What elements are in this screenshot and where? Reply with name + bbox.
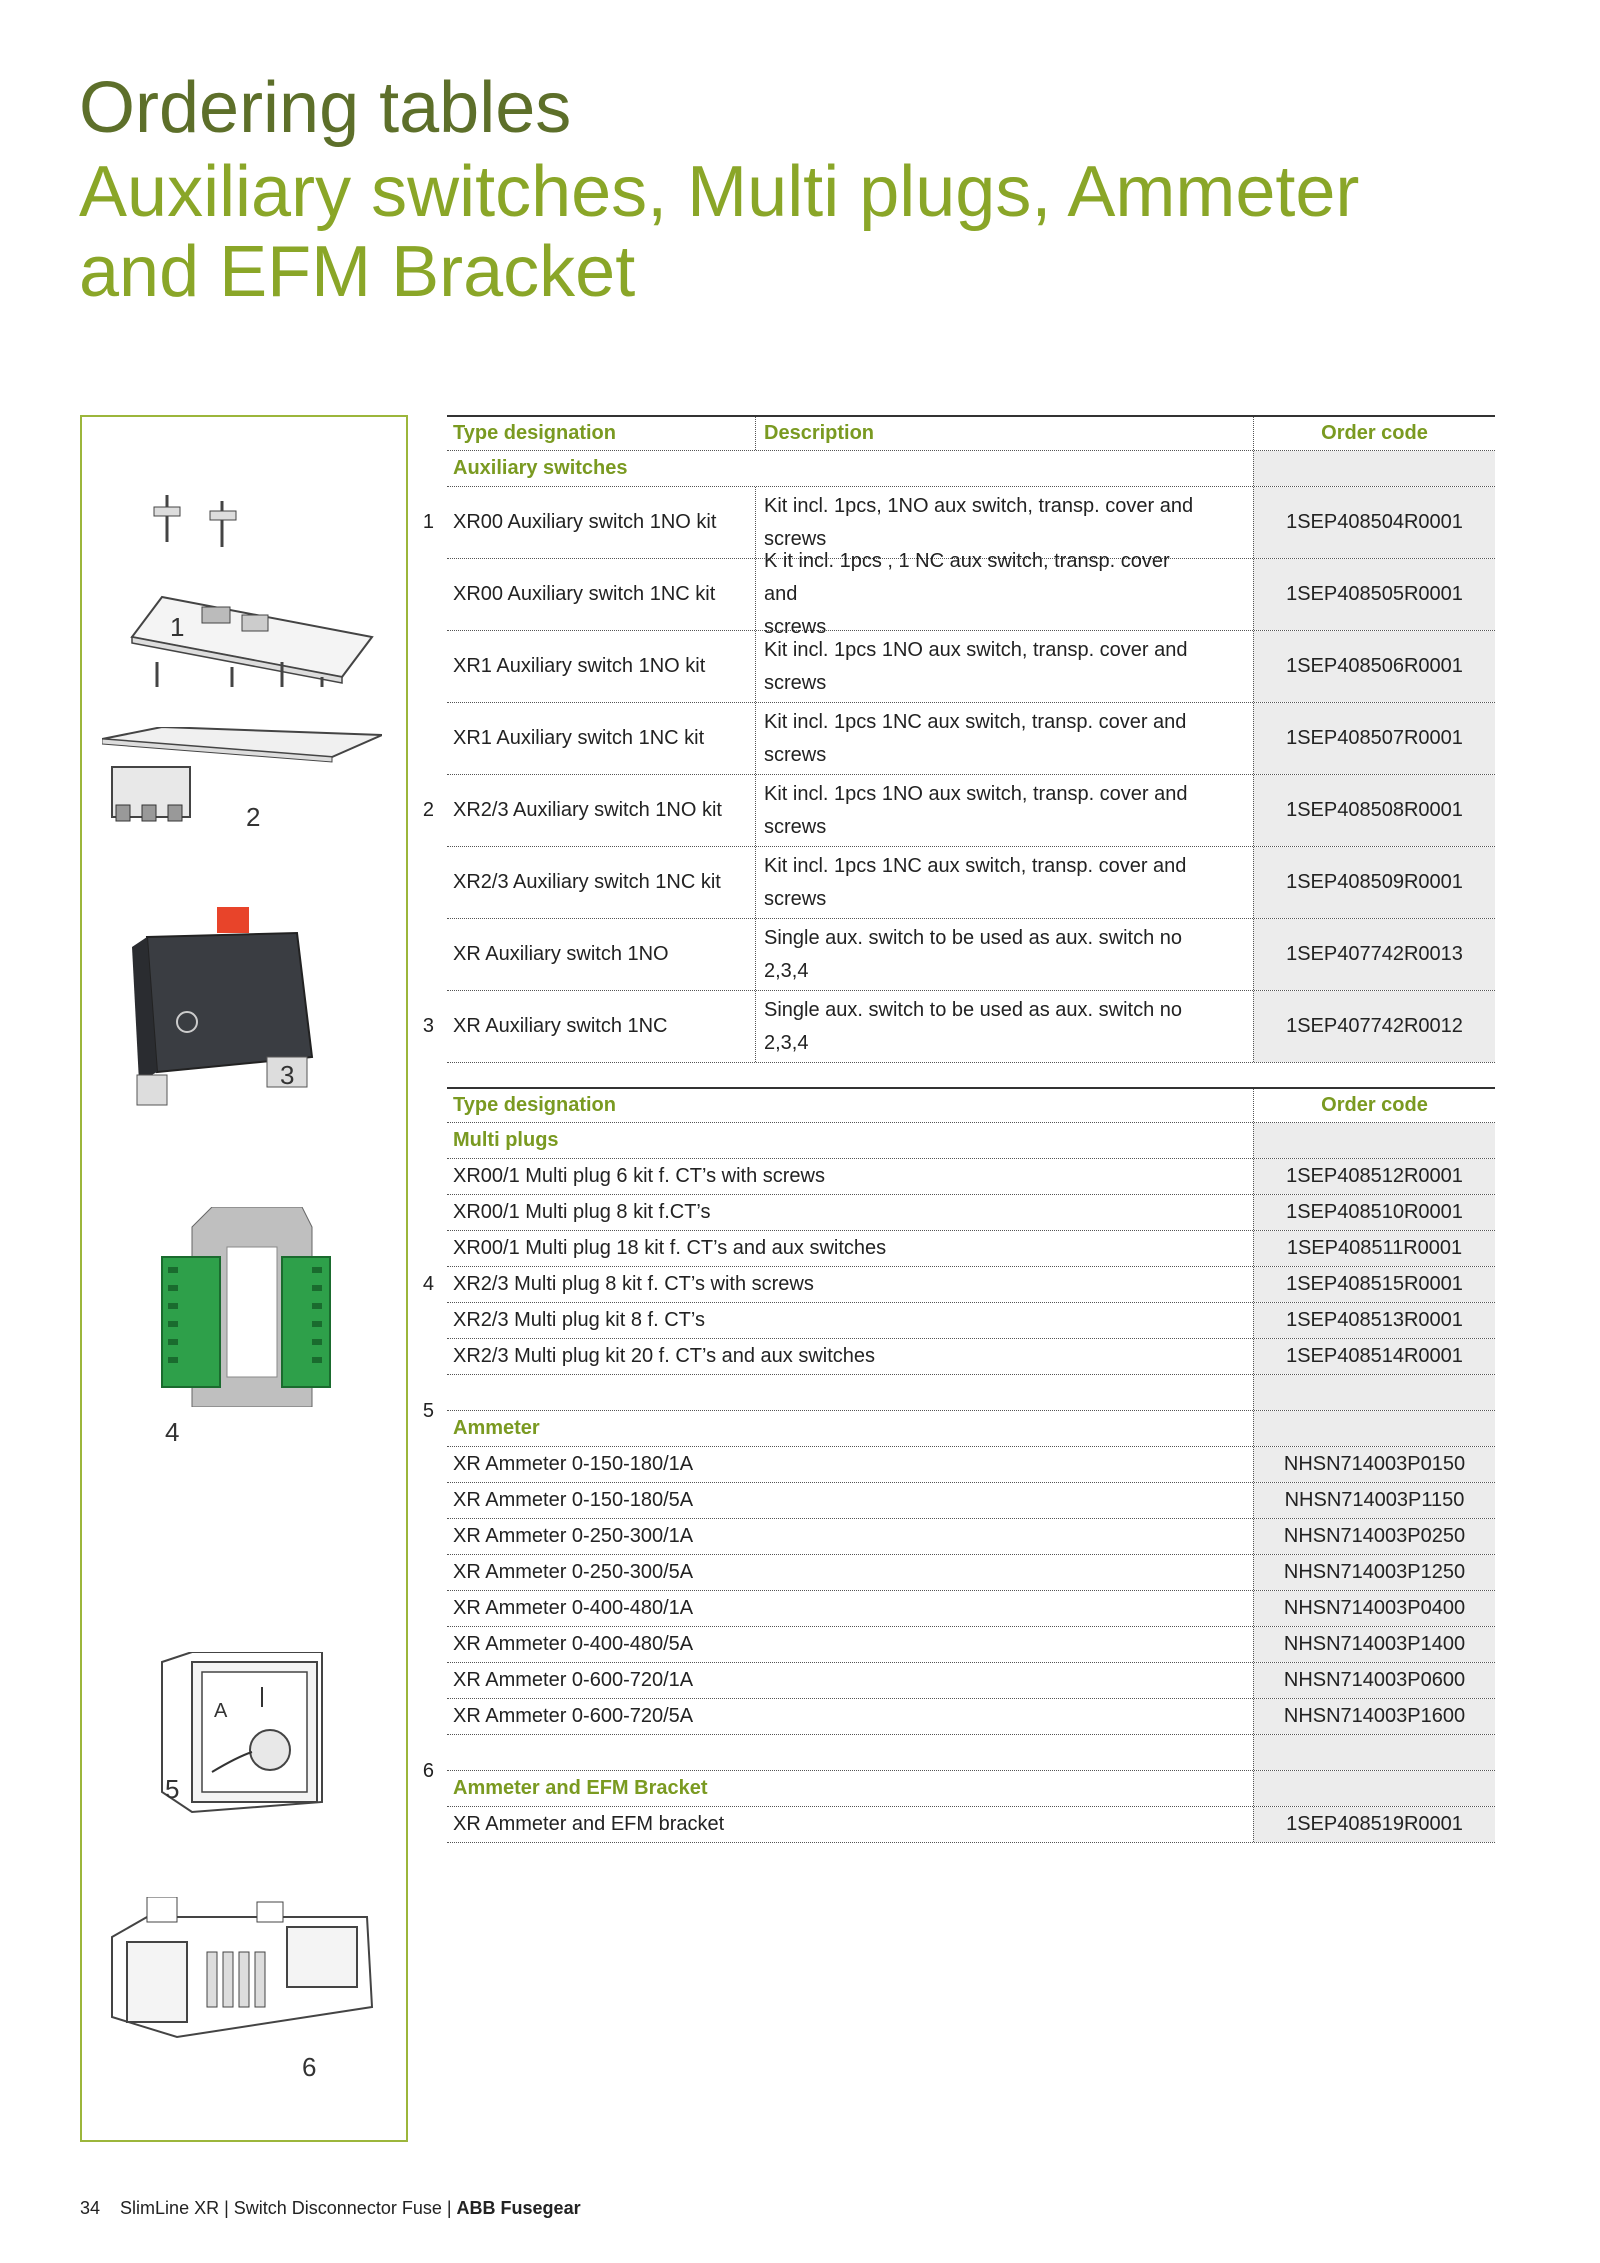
header-description: Description bbox=[755, 417, 1195, 450]
table-row bbox=[447, 1627, 1495, 1663]
order-code-cell: 1SEP408510R0001 bbox=[1253, 1195, 1495, 1230]
type-designation-cell: XR2/3 Auxiliary switch 1NO kit bbox=[453, 799, 722, 821]
order-code-cell: NHSN714003P1150 bbox=[1253, 1483, 1495, 1518]
row-image-reference: 6 bbox=[422, 1760, 434, 1782]
type-designation-cell: XR2/3 Multi plug 8 kit f. CT’s with screws bbox=[453, 1273, 814, 1295]
order-code-cell: 1SEP408504R0001 bbox=[1253, 487, 1495, 558]
page-title-line-1: Ordering tables bbox=[79, 68, 572, 148]
table-row bbox=[447, 919, 1495, 991]
description-line-1: K it incl. 1pcs , 1 NC aux switch, transp. cover and bbox=[764, 550, 1170, 605]
type-designation-cell: XR Ammeter 0-400-480/1A bbox=[453, 1597, 694, 1619]
spacer-row bbox=[422, 1735, 1495, 1782]
order-code-cell: 1SEP408512R0001 bbox=[1253, 1159, 1495, 1194]
type-designation-cell: XR2/3 Multi plug kit 20 f. CT’s and aux switches bbox=[453, 1345, 876, 1367]
table-row bbox=[447, 550, 1495, 638]
order-code-cell: 1SEP408514R0001 bbox=[1253, 1339, 1495, 1374]
header-order-code: Order code bbox=[1253, 1089, 1495, 1122]
type-designation-cell: XR00/1 Multi plug 6 kit f. CT’s with screws bbox=[453, 1165, 825, 1187]
description-line-2: screws bbox=[764, 743, 827, 766]
aux-switch-illustration bbox=[127, 907, 327, 1117]
header-type-designation: Type designation bbox=[453, 422, 616, 444]
type-designation-cell: XR Ammeter 0-250-300/1A bbox=[453, 1525, 694, 1547]
footer-document-name: SlimLine XR | Switch Disconnector Fuse | bbox=[120, 2198, 452, 2218]
table-row bbox=[447, 847, 1495, 919]
order-code-cell: 1SEP408509R0001 bbox=[1253, 847, 1495, 918]
order-code-cell: NHSN714003P1600 bbox=[1253, 1699, 1495, 1734]
table-row bbox=[447, 1195, 1495, 1231]
description-line-2: screws bbox=[764, 887, 827, 910]
type-designation-cell: XR2/3 Multi plug kit 8 f. CT’s bbox=[453, 1309, 705, 1331]
table-row bbox=[447, 1231, 1495, 1267]
order-code-cell-empty bbox=[1253, 1735, 1495, 1770]
order-code-cell: 1SEP408511R0001 bbox=[1253, 1231, 1495, 1266]
description-line-1: Kit incl. 1pcs, 1NO aux switch, transp. cover and bbox=[764, 494, 1194, 517]
table-header-row bbox=[447, 1087, 1495, 1123]
order-code-cell-empty bbox=[1253, 1771, 1495, 1806]
description-cell bbox=[755, 847, 1195, 918]
table-row bbox=[447, 1555, 1495, 1591]
type-designation-cell: XR Ammeter 0-150-180/1A bbox=[453, 1453, 694, 1475]
row-image-reference: 2 bbox=[422, 799, 434, 821]
order-code-cell: NHSN714003P0250 bbox=[1253, 1519, 1495, 1554]
type-designation-cell: XR1 Auxiliary switch 1NC kit bbox=[453, 727, 705, 749]
image-label-5: 5 bbox=[165, 1774, 180, 1804]
description-line-2: screws bbox=[764, 815, 827, 838]
table-row bbox=[422, 775, 1495, 847]
table-row bbox=[422, 991, 1495, 1063]
section-row-auxiliary-switches bbox=[447, 451, 1495, 487]
spacer-row bbox=[422, 1375, 1495, 1422]
type-designation-cell: XR00 Auxiliary switch 1NC kit bbox=[453, 583, 716, 605]
order-code-cell: NHSN714003P0400 bbox=[1253, 1591, 1495, 1626]
table-row bbox=[447, 1807, 1495, 1843]
section-title: Ammeter bbox=[453, 1417, 540, 1439]
table-header-row bbox=[447, 415, 1495, 451]
table-row bbox=[447, 703, 1495, 775]
description-line-2: 2,3,4 bbox=[764, 959, 809, 982]
row-image-reference: 1 bbox=[422, 511, 434, 533]
description-line-1: Single aux. switch to be used as aux. switch no bbox=[764, 998, 1183, 1021]
type-designation-cell: XR00 Auxiliary switch 1NO kit bbox=[453, 511, 717, 533]
page-footer bbox=[80, 2198, 581, 2219]
section-title: Auxiliary switches bbox=[453, 457, 628, 479]
table-row bbox=[447, 1699, 1495, 1735]
type-designation-cell: XR00/1 Multi plug 8 kit f.CT’s bbox=[453, 1201, 711, 1223]
order-code-cell: NHSN714003P1250 bbox=[1253, 1555, 1495, 1590]
description-line-1: Kit incl. 1pcs 1NC aux switch, transp. cover and bbox=[764, 710, 1187, 733]
row-image-reference: 4 bbox=[422, 1273, 434, 1295]
type-designation-cell: XR Ammeter and EFM bracket bbox=[453, 1813, 725, 1835]
table-row bbox=[447, 1591, 1495, 1627]
description-cell bbox=[755, 919, 1195, 990]
description-cell bbox=[755, 550, 1195, 638]
efm-bracket-illustration bbox=[107, 1897, 387, 2067]
row-image-reference: 3 bbox=[422, 1015, 434, 1037]
page-title-line-2: Auxiliary switches, Multi plugs, Ammeter bbox=[79, 152, 1360, 232]
table-row bbox=[447, 1339, 1495, 1375]
description-line-2: screws bbox=[764, 671, 827, 694]
description-line-1: Kit incl. 1pcs 1NC aux switch, transp. cover and bbox=[764, 854, 1187, 877]
description-cell bbox=[755, 631, 1195, 702]
image-label-2: 2 bbox=[246, 802, 261, 832]
order-code-cell: 1SEP408515R0001 bbox=[1253, 1267, 1495, 1302]
section-row bbox=[447, 1771, 1495, 1807]
table-row bbox=[447, 1663, 1495, 1699]
type-designation-cell: XR Auxiliary switch 1NO bbox=[453, 943, 669, 965]
order-code-cell: 1SEP408513R0001 bbox=[1253, 1303, 1495, 1338]
aux-switch-rows bbox=[422, 487, 1495, 1063]
svg-text:A: A bbox=[214, 1700, 228, 1722]
description-cell bbox=[755, 775, 1195, 846]
multi-plug-ammeter-table bbox=[422, 1087, 1495, 1843]
order-code-cell: 1SEP408519R0001 bbox=[1253, 1807, 1495, 1842]
section-title: Ammeter and EFM Bracket bbox=[453, 1777, 708, 1799]
table-row bbox=[422, 1267, 1495, 1303]
image-label-3: 3 bbox=[280, 1060, 295, 1090]
type-designation-cell: XR Ammeter 0-250-300/5A bbox=[453, 1561, 694, 1583]
multi-plug-illustration bbox=[142, 1207, 352, 1407]
description-line-2: screws bbox=[764, 527, 827, 550]
table-row bbox=[447, 1519, 1495, 1555]
description-line-1: Kit incl. 1pcs 1NO aux switch, transp. cover and bbox=[764, 638, 1188, 661]
row-image-reference: 5 bbox=[422, 1400, 434, 1422]
aux-switch-table bbox=[422, 415, 1495, 1063]
type-designation-cell: XR Ammeter 0-600-720/1A bbox=[453, 1669, 694, 1691]
table-row bbox=[447, 1303, 1495, 1339]
type-designation-cell: XR Ammeter 0-600-720/5A bbox=[453, 1705, 694, 1727]
product-image-panel bbox=[80, 415, 408, 2142]
order-code-cell: NHSN714003P1400 bbox=[1253, 1627, 1495, 1662]
image-label-6: 6 bbox=[302, 2052, 317, 2082]
type-designation-cell: XR Ammeter 0-150-180/5A bbox=[453, 1489, 694, 1511]
image-label-1: 1 bbox=[170, 612, 185, 642]
page-title-line-3: and EFM Bracket bbox=[79, 232, 636, 312]
order-code-cell: 1SEP407742R0013 bbox=[1253, 919, 1495, 990]
description-line-2: screws bbox=[764, 616, 827, 638]
description-line-1: Single aux. switch to be used as aux. switch no bbox=[764, 926, 1183, 949]
table-row bbox=[447, 631, 1495, 703]
type-designation-cell: XR Ammeter 0-400-480/5A bbox=[453, 1633, 694, 1655]
section-title: Multi plugs bbox=[453, 1129, 559, 1151]
section-row bbox=[447, 1411, 1495, 1447]
order-code-cell-empty bbox=[1253, 1375, 1495, 1410]
table-row bbox=[447, 1447, 1495, 1483]
header-type-designation: Type designation bbox=[453, 1094, 616, 1116]
section-row bbox=[447, 1123, 1495, 1159]
type-designation-cell: XR Auxiliary switch 1NC bbox=[453, 1015, 668, 1037]
order-code-cell: 1SEP408508R0001 bbox=[1253, 775, 1495, 846]
order-code-cell: NHSN714003P0600 bbox=[1253, 1663, 1495, 1698]
description-cell bbox=[755, 991, 1195, 1062]
table-row bbox=[447, 1159, 1495, 1195]
type-designation-cell: XR00/1 Multi plug 18 kit f. CT’s and aux switches bbox=[453, 1237, 887, 1259]
table-row bbox=[447, 1483, 1495, 1519]
order-code-cell-empty bbox=[1253, 1411, 1495, 1446]
header-order-code: Order code bbox=[1253, 417, 1495, 450]
aux-switch-kit-illustration bbox=[112, 487, 382, 687]
multi-plug-ammeter-rows bbox=[422, 1123, 1495, 1843]
order-code-cell: 1SEP407742R0012 bbox=[1253, 991, 1495, 1062]
footer-brand: ABB Fusegear bbox=[456, 2198, 581, 2218]
page-number: 34 bbox=[80, 2198, 101, 2218]
order-code-cell: 1SEP408506R0001 bbox=[1253, 631, 1495, 702]
description-line-1: Kit incl. 1pcs 1NO aux switch, transp. cover and bbox=[764, 782, 1188, 805]
description-line-2: 2,3,4 bbox=[764, 1031, 809, 1054]
aux-switch-cover-illustration bbox=[102, 727, 382, 847]
order-code-cell: 1SEP408507R0001 bbox=[1253, 703, 1495, 774]
image-label-4: 4 bbox=[165, 1417, 180, 1447]
order-code-cell: NHSN714003P0150 bbox=[1253, 1447, 1495, 1482]
order-code-cell: 1SEP408505R0001 bbox=[1253, 559, 1495, 630]
description-cell bbox=[755, 703, 1195, 774]
type-designation-cell: XR1 Auxiliary switch 1NO kit bbox=[453, 655, 706, 677]
type-designation-cell: XR2/3 Auxiliary switch 1NC kit bbox=[453, 871, 721, 893]
order-code-cell-empty bbox=[1253, 1123, 1495, 1158]
